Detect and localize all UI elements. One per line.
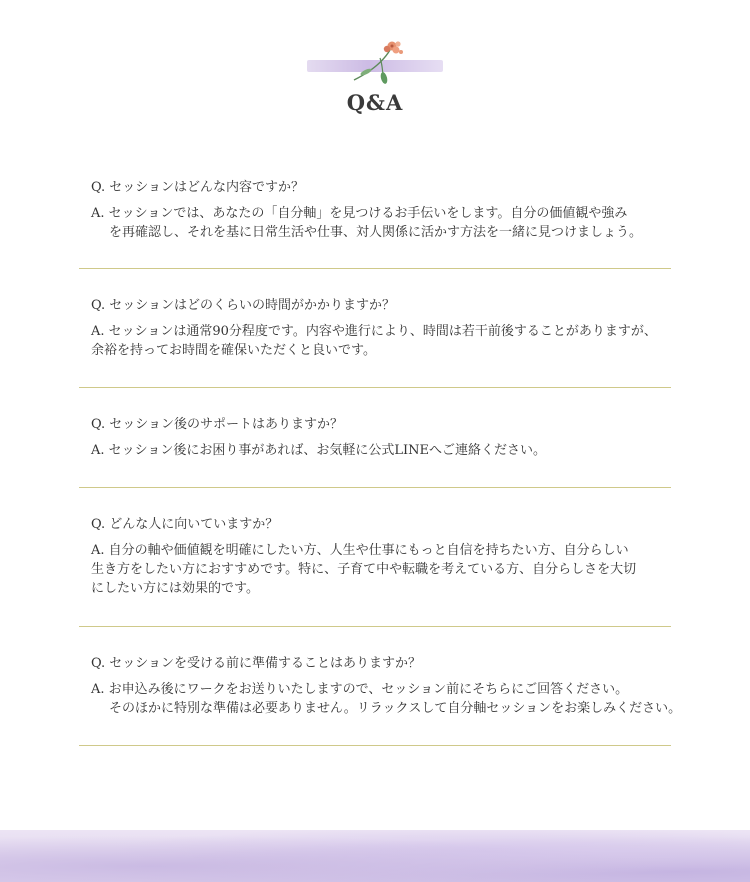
faq-answer xyxy=(91,541,723,598)
faq-answer-line: A. 自分の軸や価値観を明確にしたい方、人生や仕事にもっと自信を持ちたい方、自分らしい xyxy=(91,543,629,558)
faq-answer-line: にしたい方には効果的です。 xyxy=(91,581,259,596)
faq-question: Q. セッション後のサポートはありますか？ xyxy=(91,417,344,432)
faq-answer-line: A. お申込み後にワークをお送りいたしますので、セッション前にそちらにご回答ください。 xyxy=(91,682,629,697)
faq-answer-line: A. セッションは通常90分程度です。内容や進行により、時間は若干前後することがありますが、 xyxy=(91,324,657,339)
faq-divider xyxy=(79,387,671,388)
faq-question: Q. セッションはどんな内容ですか？ xyxy=(91,180,305,195)
faq-answer xyxy=(91,322,723,360)
faq-divider xyxy=(79,268,671,269)
faq-answer-line: A. セッションでは、あなたの「自分軸」を見つけるお手伝いをします。自分の価値観や強み xyxy=(91,206,628,221)
faq-answer-line: 余裕を持ってお時間を確保いただくと良いです。 xyxy=(91,343,376,358)
faq-answer-line: そのほかに特別な準備は必要ありません。リラックスして自分軸セッションをお楽しみください。 xyxy=(109,701,682,716)
footer-watercolor-band xyxy=(0,830,750,882)
page-header xyxy=(0,0,750,130)
faq-answer-line: 生き方をしたい方におすすめです。特に、子育て中や転職を考えている方、自分らしさを大切 xyxy=(91,562,637,577)
faq-divider xyxy=(79,745,671,746)
faq-answer-line: A. セッション後にお困り事があれば、お気軽に公式LINEへご連絡ください。 xyxy=(91,443,547,458)
faq-question: Q. セッションはどのくらいの時間がかかりますか？ xyxy=(91,298,396,313)
faq-question: Q. どんな人に向いていますか？ xyxy=(91,517,279,532)
faq-answer xyxy=(91,680,723,718)
faq-answer xyxy=(91,441,723,460)
faq-question: Q. セッションを受ける前に準備することはありますか？ xyxy=(91,656,422,671)
flower-icon xyxy=(340,36,410,88)
faq-answer-line: を再確認し、それを基に日常生活や仕事、対人関係に活かす方法を一緒に見つけましょう。 xyxy=(109,225,643,240)
page-title: Q&A xyxy=(346,90,404,115)
faq-answer xyxy=(91,204,723,242)
faq-divider xyxy=(79,487,671,488)
faq-divider xyxy=(79,626,671,627)
